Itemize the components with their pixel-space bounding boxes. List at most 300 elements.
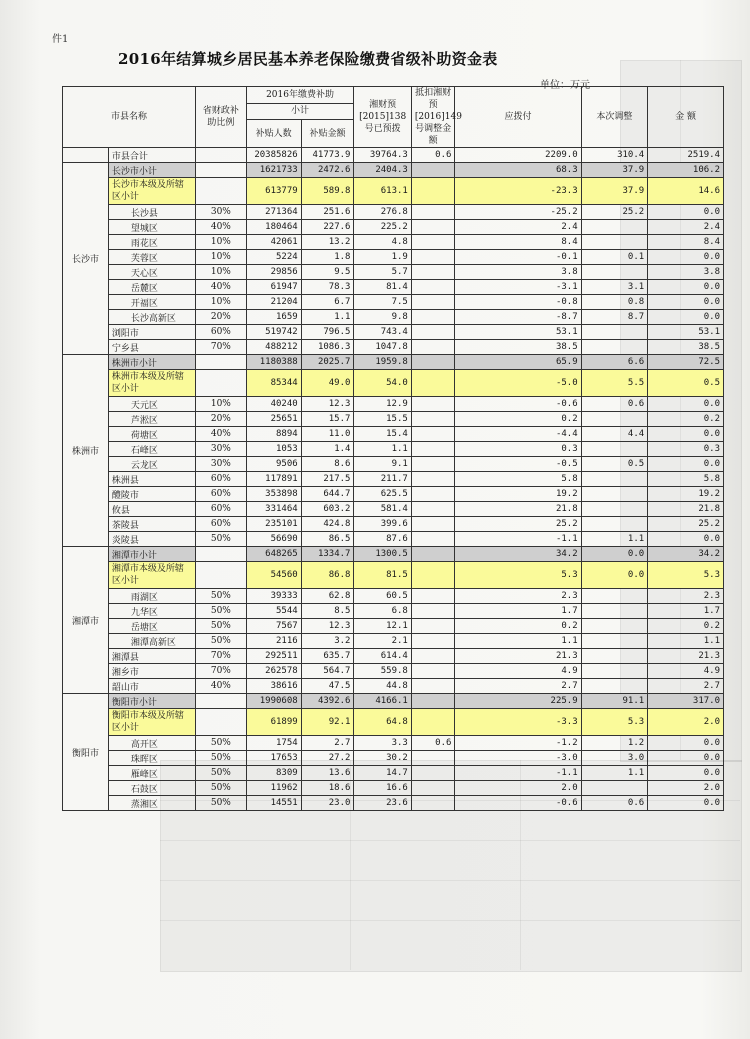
row-total: 0.0 (648, 205, 724, 220)
table-row (63, 235, 724, 250)
row-total: 1.1 (648, 634, 724, 649)
row-ratio: 50% (196, 796, 246, 811)
row-pre: 9.8 (354, 310, 411, 325)
row-pre: 2.1 (354, 634, 411, 649)
row-offset (411, 412, 455, 427)
header-name: 市县名称 (63, 87, 196, 148)
table-row (63, 220, 724, 235)
row-ratio (196, 709, 246, 736)
row-adjust: 37.9 (581, 163, 648, 178)
table-row (63, 397, 724, 412)
row-people: 7567 (246, 619, 301, 634)
row-amount: 1334.7 (301, 547, 354, 562)
row-pre: 211.7 (354, 472, 411, 487)
row-pre: 276.8 (354, 205, 411, 220)
row-total: 317.0 (648, 694, 724, 709)
row-people: 29856 (246, 265, 301, 280)
row-adjust (581, 442, 648, 457)
row-payable: -1.1 (455, 766, 581, 781)
row-label: 云龙区 (108, 457, 195, 472)
table-row (63, 310, 724, 325)
row-offset (411, 649, 455, 664)
row-amount: 1.4 (301, 442, 354, 457)
row-amount: 796.5 (301, 325, 354, 340)
row-amount: 23.0 (301, 796, 354, 811)
row-amount: 589.8 (301, 178, 354, 205)
row-amount: 12.3 (301, 397, 354, 412)
row-label: 株洲市本级及所辖区小计 (108, 370, 195, 397)
row-amount: 13.6 (301, 766, 354, 781)
row-total: 0.0 (648, 457, 724, 472)
row-label: 衡阳市小计 (108, 694, 195, 709)
row-total: 0.0 (648, 796, 724, 811)
row-payable: -1.1 (455, 532, 581, 547)
row-adjust (581, 502, 648, 517)
row-offset: 0.6 (411, 736, 455, 751)
row-pre: 225.2 (354, 220, 411, 235)
row-pre: 9.1 (354, 457, 411, 472)
row-label: 长沙市本级及所辖区小计 (108, 178, 195, 205)
row-people: 42061 (246, 235, 301, 250)
row-people: 2116 (246, 634, 301, 649)
row-offset (411, 664, 455, 679)
row-label: 湘潭高新区 (108, 634, 195, 649)
row-payable: 2.4 (455, 220, 581, 235)
row-adjust: 0.8 (581, 295, 648, 310)
row-payable: 68.3 (455, 163, 581, 178)
row-label: 浏阳市 (108, 325, 195, 340)
table-row (63, 325, 724, 340)
row-adjust (581, 235, 648, 250)
row-amount: 603.2 (301, 502, 354, 517)
header-offset: 抵扣湘财预[2016]149号调整金额 (411, 87, 455, 148)
row-total: 0.0 (648, 532, 724, 547)
header-payable: 应拨付 (455, 87, 581, 148)
row-total: 72.5 (648, 355, 724, 370)
row-ratio: 70% (196, 649, 246, 664)
row-ratio: 70% (196, 340, 246, 355)
row-pre: 30.2 (354, 751, 411, 766)
row-pre: 4.8 (354, 235, 411, 250)
row-payable: -0.8 (455, 295, 581, 310)
row-total: 0.2 (648, 412, 724, 427)
row-amount: 11.0 (301, 427, 354, 442)
row-label: 雨花区 (108, 235, 195, 250)
total-row (63, 148, 724, 163)
table-row (63, 766, 724, 781)
row-ratio: 30% (196, 457, 246, 472)
row-amount: 424.8 (301, 517, 354, 532)
row-payable: -3.3 (455, 709, 581, 736)
header-xcy: 湘财预[2015]138号已预拨 (354, 87, 411, 148)
row-amount: 47.5 (301, 679, 354, 694)
row-offset (411, 325, 455, 340)
attachment-label: 件1 (52, 34, 69, 45)
row-amount: 1086.3 (301, 340, 354, 355)
row-label: 天元区 (108, 397, 195, 412)
row-pre: 12.1 (354, 619, 411, 634)
row-ratio: 50% (196, 589, 246, 604)
row-payable: 0.2 (455, 412, 581, 427)
row-offset (411, 265, 455, 280)
row-adjust (581, 325, 648, 340)
table-row (63, 370, 724, 397)
row-offset (411, 340, 455, 355)
table-row (63, 736, 724, 751)
row-payable: -0.1 (455, 250, 581, 265)
row-ratio (196, 562, 246, 589)
row-pre: 2404.3 (354, 163, 411, 178)
row-total: 53.1 (648, 325, 724, 340)
row-payable: 21.8 (455, 502, 581, 517)
row-amount: 9.5 (301, 265, 354, 280)
row-amount: 2472.6 (301, 163, 354, 178)
row-offset (411, 205, 455, 220)
row-total: 106.2 (648, 163, 724, 178)
row-people: 56690 (246, 532, 301, 547)
row-payable: 1.1 (455, 634, 581, 649)
row-total: 0.0 (648, 751, 724, 766)
row-label: 岳麓区 (108, 280, 195, 295)
row-people: 61947 (246, 280, 301, 295)
row-pre: 12.9 (354, 397, 411, 412)
row-payable: 225.9 (455, 694, 581, 709)
row-pre: 54.0 (354, 370, 411, 397)
row-people: 1659 (246, 310, 301, 325)
row-amount: 564.7 (301, 664, 354, 679)
row-people: 39333 (246, 589, 301, 604)
row-payable: 5.3 (455, 562, 581, 589)
row-amount: 15.7 (301, 412, 354, 427)
row-offset (411, 502, 455, 517)
row-amount: 227.6 (301, 220, 354, 235)
row-adjust (581, 664, 648, 679)
row-people: 180464 (246, 220, 301, 235)
table-row (63, 487, 724, 502)
row-people: 25651 (246, 412, 301, 427)
row-ratio: 60% (196, 325, 246, 340)
row-ratio: 10% (196, 397, 246, 412)
page-title: 2016年结算城乡居民基本养老保险缴费省级补助资金表 (118, 50, 498, 68)
row-people: 11962 (246, 781, 301, 796)
row-adjust: 3.0 (581, 751, 648, 766)
row-offset (411, 235, 455, 250)
row-label: 衡阳市本级及所辖区小计 (108, 709, 195, 736)
total-pre: 39764.3 (354, 148, 411, 163)
row-people: 235101 (246, 517, 301, 532)
row-ratio (196, 178, 246, 205)
row-amount: 2.7 (301, 736, 354, 751)
row-adjust (581, 517, 648, 532)
row-label: 宁乡县 (108, 340, 195, 355)
row-label: 蒸湘区 (108, 796, 195, 811)
row-payable: 0.3 (455, 442, 581, 457)
row-pre: 625.5 (354, 487, 411, 502)
row-pre: 64.8 (354, 709, 411, 736)
row-payable: -1.2 (455, 736, 581, 751)
row-people: 54560 (246, 562, 301, 589)
subsidy-table (62, 86, 724, 811)
row-adjust: 8.7 (581, 310, 648, 325)
row-pre: 1959.8 (354, 355, 411, 370)
row-label: 攸县 (108, 502, 195, 517)
total-ratio (196, 148, 246, 163)
row-offset (411, 532, 455, 547)
row-people: 117891 (246, 472, 301, 487)
row-pre: 81.4 (354, 280, 411, 295)
row-amount: 8.5 (301, 604, 354, 619)
row-people: 40240 (246, 397, 301, 412)
row-adjust: 5.5 (581, 370, 648, 397)
row-offset (411, 517, 455, 532)
row-ratio (196, 547, 246, 562)
row-ratio (196, 694, 246, 709)
row-pre: 6.8 (354, 604, 411, 619)
row-people: 262578 (246, 664, 301, 679)
row-pre: 1047.8 (354, 340, 411, 355)
row-label: 长沙县 (108, 205, 195, 220)
row-amount: 27.2 (301, 751, 354, 766)
row-payable: 19.2 (455, 487, 581, 502)
row-total: 0.3 (648, 442, 724, 457)
row-pre: 1300.5 (354, 547, 411, 562)
table-body (63, 148, 724, 811)
row-people: 1990608 (246, 694, 301, 709)
table-row (63, 205, 724, 220)
row-pre: 743.4 (354, 325, 411, 340)
header-group: 2016年缴费补助 (246, 87, 354, 104)
row-offset (411, 694, 455, 709)
row-people: 519742 (246, 325, 301, 340)
row-offset (411, 397, 455, 412)
row-ratio: 60% (196, 487, 246, 502)
table-row (63, 502, 724, 517)
row-label: 株洲县 (108, 472, 195, 487)
row-offset (411, 487, 455, 502)
row-amount: 251.6 (301, 205, 354, 220)
row-ratio: 50% (196, 736, 246, 751)
row-offset (411, 280, 455, 295)
row-amount: 1.1 (301, 310, 354, 325)
row-adjust: 1.2 (581, 736, 648, 751)
row-ratio: 50% (196, 781, 246, 796)
row-total: 14.6 (648, 178, 724, 205)
row-amount: 12.3 (301, 619, 354, 634)
table-row (63, 547, 724, 562)
table-row (63, 412, 724, 427)
table-row (63, 649, 724, 664)
row-amount: 8.6 (301, 457, 354, 472)
row-total: 0.0 (648, 766, 724, 781)
row-offset (411, 472, 455, 487)
table-row (63, 517, 724, 532)
row-adjust (581, 619, 648, 634)
row-ratio: 10% (196, 265, 246, 280)
row-label: 芙蓉区 (108, 250, 195, 265)
row-total: 0.0 (648, 736, 724, 751)
row-offset (411, 547, 455, 562)
row-adjust (581, 487, 648, 502)
row-adjust (581, 265, 648, 280)
row-ratio: 30% (196, 205, 246, 220)
row-label: 炎陵县 (108, 532, 195, 547)
row-payable: 0.2 (455, 619, 581, 634)
row-payable: 2.0 (455, 781, 581, 796)
row-amount: 2025.7 (301, 355, 354, 370)
row-payable: 3.8 (455, 265, 581, 280)
row-ratio: 50% (196, 604, 246, 619)
row-label: 湘潭市本级及所辖区小计 (108, 562, 195, 589)
row-offset (411, 220, 455, 235)
row-people: 5224 (246, 250, 301, 265)
row-adjust: 1.1 (581, 532, 648, 547)
row-pre: 60.5 (354, 589, 411, 604)
row-payable: 8.4 (455, 235, 581, 250)
row-adjust (581, 634, 648, 649)
ghost-line (160, 840, 740, 841)
row-payable: -3.0 (455, 751, 581, 766)
row-amount: 13.2 (301, 235, 354, 250)
city-cell: 株洲市 (63, 355, 109, 547)
row-ratio: 60% (196, 472, 246, 487)
row-payable: -25.2 (455, 205, 581, 220)
row-adjust (581, 604, 648, 619)
row-total: 0.0 (648, 427, 724, 442)
row-total: 5.8 (648, 472, 724, 487)
header-adjust: 本次调整 (581, 87, 648, 148)
row-payable: -0.5 (455, 457, 581, 472)
row-adjust: 25.2 (581, 205, 648, 220)
row-total: 4.9 (648, 664, 724, 679)
row-total: 0.5 (648, 370, 724, 397)
row-payable: 1.7 (455, 604, 581, 619)
row-ratio: 20% (196, 412, 246, 427)
row-pre: 399.6 (354, 517, 411, 532)
row-amount: 78.3 (301, 280, 354, 295)
row-offset (411, 457, 455, 472)
row-label: 岳塘区 (108, 619, 195, 634)
table-row (63, 679, 724, 694)
row-label: 茶陵县 (108, 517, 195, 532)
row-adjust: 6.6 (581, 355, 648, 370)
row-label: 株洲市小计 (108, 355, 195, 370)
row-label: 湘乡市 (108, 664, 195, 679)
row-total: 5.3 (648, 562, 724, 589)
row-label: 珠晖区 (108, 751, 195, 766)
row-adjust: 0.5 (581, 457, 648, 472)
row-people: 21204 (246, 295, 301, 310)
row-adjust: 37.9 (581, 178, 648, 205)
row-offset (411, 604, 455, 619)
unit-label: 单位：万元 (540, 80, 590, 91)
row-pre: 3.3 (354, 736, 411, 751)
row-ratio: 50% (196, 766, 246, 781)
row-amount: 4392.6 (301, 694, 354, 709)
row-people: 613779 (246, 178, 301, 205)
row-people: 331464 (246, 502, 301, 517)
row-total: 2.0 (648, 781, 724, 796)
row-payable: -23.3 (455, 178, 581, 205)
table-row (63, 664, 724, 679)
row-total: 1.7 (648, 604, 724, 619)
row-label: 雨湖区 (108, 589, 195, 604)
row-label: 开福区 (108, 295, 195, 310)
header-total: 金 额 (648, 87, 724, 148)
row-pre: 15.5 (354, 412, 411, 427)
table-row (63, 427, 724, 442)
row-pre: 613.1 (354, 178, 411, 205)
row-people: 1180388 (246, 355, 301, 370)
table-row (63, 781, 724, 796)
row-adjust (581, 340, 648, 355)
row-adjust (581, 220, 648, 235)
row-pre: 5.7 (354, 265, 411, 280)
row-people: 1053 (246, 442, 301, 457)
row-label: 韶山市 (108, 679, 195, 694)
row-adjust: 3.1 (581, 280, 648, 295)
row-offset (411, 370, 455, 397)
row-label: 九华区 (108, 604, 195, 619)
row-payable: 25.2 (455, 517, 581, 532)
table-row (63, 472, 724, 487)
table-row (63, 178, 724, 205)
table-row (63, 163, 724, 178)
row-total: 19.2 (648, 487, 724, 502)
row-offset (411, 709, 455, 736)
city-cell: 衡阳市 (63, 694, 109, 811)
row-amount: 86.5 (301, 532, 354, 547)
row-ratio: 50% (196, 619, 246, 634)
row-payable: 2.3 (455, 589, 581, 604)
row-ratio: 50% (196, 634, 246, 649)
header-people: 补贴人数 (246, 120, 301, 148)
row-ratio: 10% (196, 235, 246, 250)
ghost-line (160, 920, 740, 921)
row-ratio: 10% (196, 295, 246, 310)
row-payable: 2.7 (455, 679, 581, 694)
row-label: 雁峰区 (108, 766, 195, 781)
row-offset (411, 355, 455, 370)
city-cell: 湘潭市 (63, 547, 109, 694)
row-adjust (581, 412, 648, 427)
row-label: 望城区 (108, 220, 195, 235)
row-pre: 87.6 (354, 532, 411, 547)
row-adjust (581, 472, 648, 487)
row-pre: 1.1 (354, 442, 411, 457)
ghost-line (160, 880, 740, 881)
row-payable: -0.6 (455, 796, 581, 811)
row-adjust (581, 649, 648, 664)
table-row (63, 709, 724, 736)
row-amount: 49.0 (301, 370, 354, 397)
row-amount: 6.7 (301, 295, 354, 310)
row-adjust: 0.0 (581, 562, 648, 589)
row-pre: 44.8 (354, 679, 411, 694)
row-adjust (581, 589, 648, 604)
row-people: 38616 (246, 679, 301, 694)
row-pre: 614.4 (354, 649, 411, 664)
row-ratio: 50% (196, 532, 246, 547)
total-payable: 2209.0 (455, 148, 581, 163)
row-people: 85344 (246, 370, 301, 397)
row-amount: 3.2 (301, 634, 354, 649)
row-offset (411, 442, 455, 457)
row-offset (411, 766, 455, 781)
row-ratio: 40% (196, 427, 246, 442)
row-payable: 5.8 (455, 472, 581, 487)
table-row (63, 280, 724, 295)
row-adjust: 4.4 (581, 427, 648, 442)
